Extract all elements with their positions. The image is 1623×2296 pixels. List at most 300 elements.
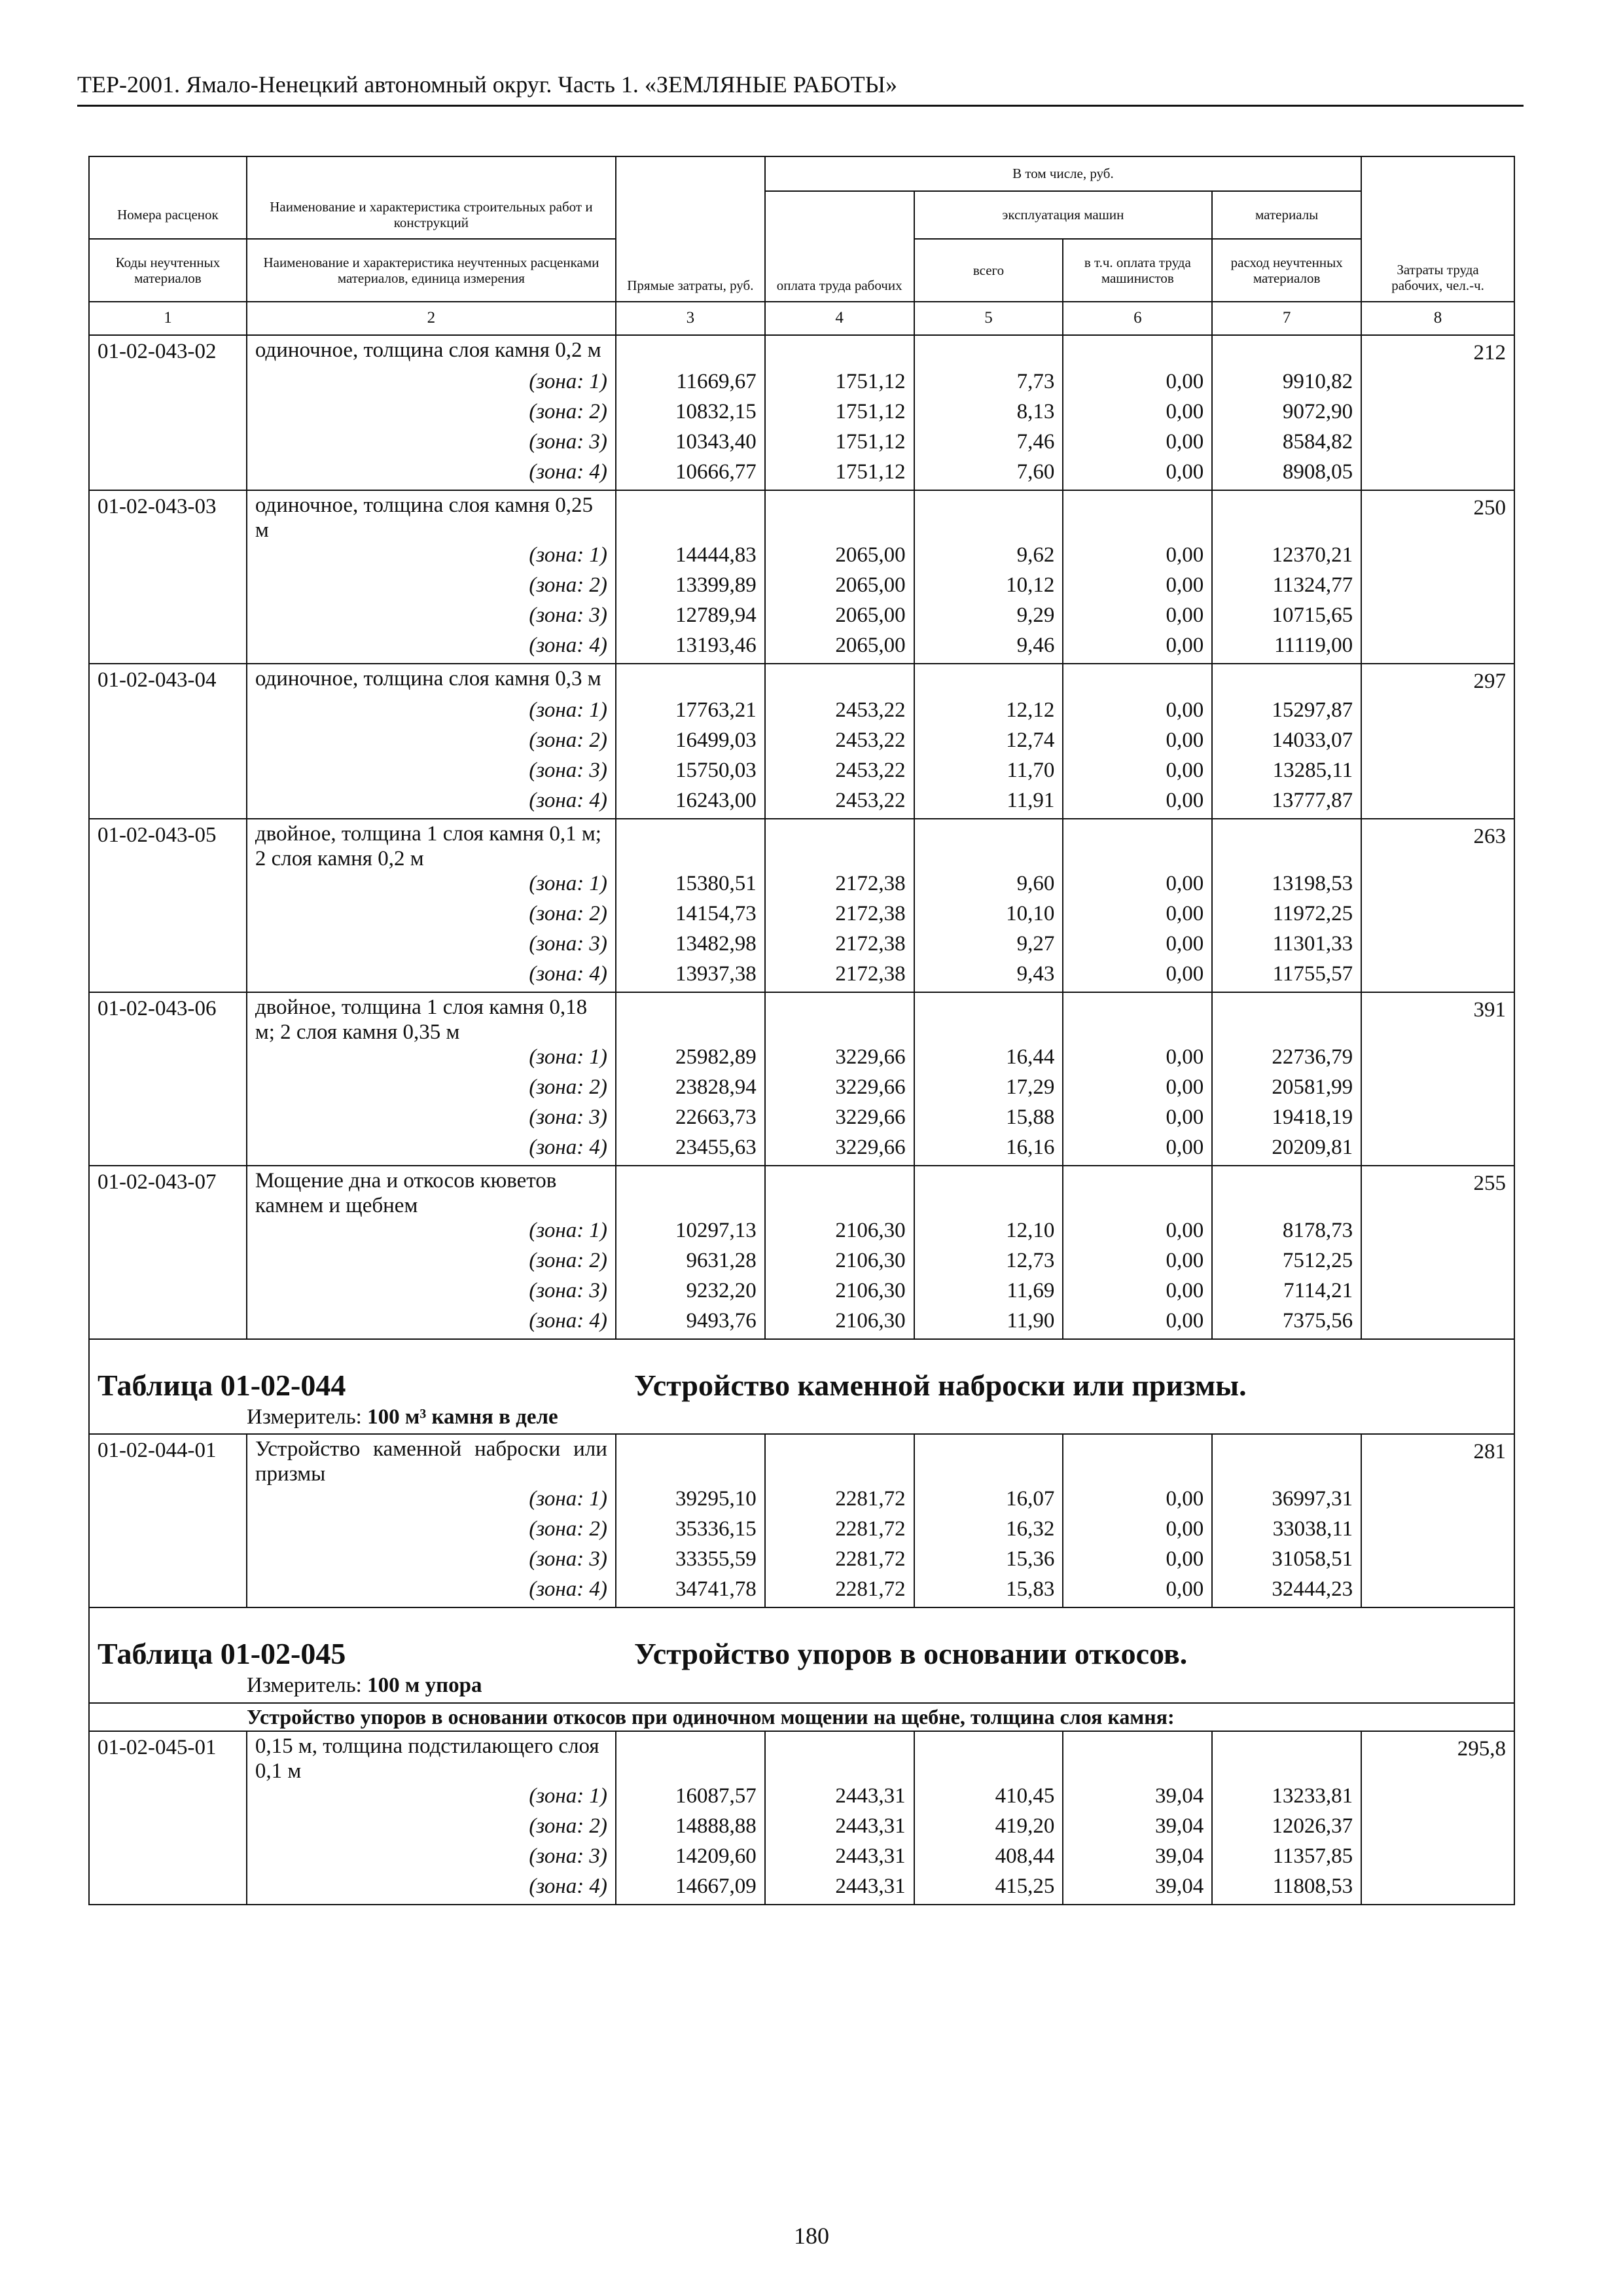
materials-cell: 22736,79 [1212, 1045, 1361, 1075]
rate-code: 01-02-043-02 [89, 335, 247, 490]
wages-cell: 2443,31 [765, 1844, 914, 1874]
zone-row [89, 902, 1514, 932]
zone-row [89, 543, 1514, 573]
direct-cost-cell: 13399,89 [616, 573, 765, 603]
rate-item-row [89, 335, 1514, 370]
machine-wages-cell: 0,00 [1063, 634, 1212, 664]
wages-cell: 2172,38 [765, 902, 914, 932]
empty-cell [1063, 992, 1212, 1045]
wages-cell: 2065,00 [765, 603, 914, 634]
table-045-title: Устройство упоров в основании откосов. [634, 1637, 1188, 1671]
rate-name: одиночное, толщина слоя камня 0,25 м [247, 490, 616, 543]
machine-wages-cell: 0,00 [1063, 1105, 1212, 1136]
direct-cost-cell: 35336,15 [616, 1517, 765, 1547]
wages-cell: 2172,38 [765, 872, 914, 902]
zone-label: (зона: 4) [247, 962, 616, 992]
zone-label: (зона: 3) [247, 932, 616, 962]
wages-cell: 2065,00 [765, 543, 914, 573]
zone-row [89, 1487, 1514, 1517]
materials-cell: 36997,31 [1212, 1487, 1361, 1517]
zone-row [89, 1219, 1514, 1249]
materials-cell: 31058,51 [1212, 1547, 1361, 1577]
machine-wages-cell: 0,00 [1063, 573, 1212, 603]
rate-code: 01-02-043-07 [89, 1166, 247, 1339]
machine-wages-cell: 0,00 [1063, 789, 1212, 819]
header-name-top: Наименование и характеристика строительных работ и конструкций [247, 191, 616, 239]
direct-cost-cell: 15750,03 [616, 759, 765, 789]
empty-cell [1063, 819, 1212, 872]
zone-row [89, 370, 1514, 400]
rate-item-row [89, 992, 1514, 1045]
column-number: 1 [89, 302, 247, 335]
rate-name: одиночное, толщина слоя камня 0,3 м [247, 664, 616, 698]
wages-cell: 2443,31 [765, 1874, 914, 1905]
zone-row [89, 400, 1514, 430]
empty-cell [616, 819, 765, 872]
wages-cell: 3229,66 [765, 1075, 914, 1105]
zone-label: (зона: 4) [247, 789, 616, 819]
zone-row [89, 1784, 1514, 1814]
zone-label: (зона: 3) [247, 1844, 616, 1874]
direct-cost-cell: 23455,63 [616, 1136, 765, 1166]
zone-label: (зона: 2) [247, 902, 616, 932]
empty-cell [914, 664, 1063, 698]
empty-cell [765, 1166, 914, 1219]
materials-cell: 13198,53 [1212, 872, 1361, 902]
zone-label: (зона: 2) [247, 1814, 616, 1844]
empty-cell [1212, 1166, 1361, 1219]
empty-cell [914, 819, 1063, 872]
machine-wages-cell: 39,04 [1063, 1874, 1212, 1905]
machine-wages-cell: 0,00 [1063, 1487, 1212, 1517]
labor-cost: 263 [1361, 819, 1514, 992]
table-045-body [89, 1731, 1514, 1905]
zone-row [89, 634, 1514, 664]
materials-cell: 13777,87 [1212, 789, 1361, 819]
materials-cell: 9072,90 [1212, 400, 1361, 430]
direct-cost-cell: 16499,03 [616, 728, 765, 759]
materials-cell: 8584,82 [1212, 430, 1361, 460]
machine-wages-cell: 39,04 [1063, 1814, 1212, 1844]
header-name-top-spacer [247, 156, 616, 191]
wages-cell: 2281,72 [765, 1517, 914, 1547]
labor-cost: 250 [1361, 490, 1514, 664]
empty-cell [1063, 1166, 1212, 1219]
wages-cell: 3229,66 [765, 1045, 914, 1075]
direct-cost-cell: 11669,67 [616, 370, 765, 400]
zone-row [89, 1577, 1514, 1607]
materials-cell: 15297,87 [1212, 698, 1361, 728]
machines-total-cell: 415,25 [914, 1874, 1063, 1905]
machines-total-cell: 7,46 [914, 430, 1063, 460]
page-number: 180 [794, 2223, 829, 2249]
materials-cell: 11972,25 [1212, 902, 1361, 932]
machines-total-cell: 11,70 [914, 759, 1063, 789]
materials-cell: 20209,81 [1212, 1136, 1361, 1166]
zone-row [89, 789, 1514, 819]
direct-cost-cell: 33355,59 [616, 1547, 765, 1577]
materials-cell: 12026,37 [1212, 1814, 1361, 1844]
labor-cost: 297 [1361, 664, 1514, 819]
machine-wages-cell: 0,00 [1063, 370, 1212, 400]
zone-row [89, 573, 1514, 603]
empty-cell [1212, 335, 1361, 370]
zone-label: (зона: 4) [247, 1309, 616, 1339]
meter-label: Измеритель: [247, 1405, 362, 1429]
table-045-heading [89, 1607, 1514, 1674]
materials-cell: 11808,53 [1212, 1874, 1361, 1905]
zone-label: (зона: 1) [247, 543, 616, 573]
header-materials: материалы [1212, 191, 1361, 239]
direct-cost-cell: 9232,20 [616, 1279, 765, 1309]
wages-cell: 2172,38 [765, 932, 914, 962]
table-044-title: Устройство каменной наброски или призмы. [634, 1368, 1247, 1402]
header-rule [77, 105, 1524, 107]
empty-cell [616, 1731, 765, 1784]
rate-code: 01-02-043-06 [89, 992, 247, 1166]
table-044-heading [89, 1339, 1514, 1405]
zone-row [89, 1814, 1514, 1844]
machine-wages-cell: 0,00 [1063, 1279, 1212, 1309]
rate-item-row [89, 1731, 1514, 1784]
machines-total-cell: 16,16 [914, 1136, 1063, 1166]
machines-total-cell: 17,29 [914, 1075, 1063, 1105]
table-045-meter [89, 1674, 1514, 1703]
direct-cost-cell: 25982,89 [616, 1045, 765, 1075]
rate-name: одиночное, толщина слоя камня 0,2 м [247, 335, 616, 370]
empty-cell [1212, 664, 1361, 698]
zone-row [89, 603, 1514, 634]
machines-total-cell: 408,44 [914, 1844, 1063, 1874]
column-number: 7 [1212, 302, 1361, 335]
machine-wages-cell: 0,00 [1063, 1045, 1212, 1075]
zone-row [89, 1874, 1514, 1905]
table-045-section-title: Устройство упоров в основании откосов при одиночном мощении на щебне, толщина слоя камня: [89, 1703, 1514, 1731]
machines-total-cell: 9,43 [914, 962, 1063, 992]
materials-cell: 33038,11 [1212, 1517, 1361, 1547]
machines-total-cell: 7,73 [914, 370, 1063, 400]
machine-wages-cell: 0,00 [1063, 1249, 1212, 1279]
header-materials-unaccounted: расход неучтенных материалов [1212, 239, 1361, 302]
table-045-id: Таблица 01-02-045 [98, 1637, 346, 1671]
zone-label: (зона: 3) [247, 603, 616, 634]
empty-cell [765, 490, 914, 543]
direct-cost-cell: 15380,51 [616, 872, 765, 902]
zone-label: (зона: 4) [247, 1577, 616, 1607]
materials-cell: 9910,82 [1212, 370, 1361, 400]
machine-wages-cell: 0,00 [1063, 1517, 1212, 1547]
table-044-body [89, 1434, 1514, 1607]
zone-row [89, 1136, 1514, 1166]
empty-cell [616, 335, 765, 370]
machine-wages-cell: 0,00 [1063, 872, 1212, 902]
wages-cell: 2281,72 [765, 1547, 914, 1577]
column-number: 2 [247, 302, 616, 335]
zone-label: (зона: 2) [247, 1517, 616, 1547]
meter-value: 100 м упора [367, 1674, 482, 1698]
empty-cell [914, 490, 1063, 543]
direct-cost-cell: 10297,13 [616, 1219, 765, 1249]
machine-wages-cell: 0,00 [1063, 902, 1212, 932]
machines-total-cell: 419,20 [914, 1814, 1063, 1844]
machines-total-cell: 12,10 [914, 1219, 1063, 1249]
machines-total-cell: 15,88 [914, 1105, 1063, 1136]
zone-label: (зона: 1) [247, 872, 616, 902]
direct-cost-cell: 10343,40 [616, 430, 765, 460]
empty-cell [616, 1166, 765, 1219]
machine-wages-cell: 0,00 [1063, 1309, 1212, 1339]
zone-label: (зона: 1) [247, 698, 616, 728]
header-name-bottom: Наименование и характеристика неучтенных расценками материалов, единица измерения [247, 239, 616, 302]
materials-cell: 11357,85 [1212, 1844, 1361, 1874]
direct-cost-cell: 22663,73 [616, 1105, 765, 1136]
wages-cell: 2453,22 [765, 698, 914, 728]
zone-label: (зона: 4) [247, 1874, 616, 1905]
rate-code: 01-02-043-04 [89, 664, 247, 819]
machines-total-cell: 9,46 [914, 634, 1063, 664]
column-number: 3 [616, 302, 765, 335]
machines-total-cell: 10,12 [914, 573, 1063, 603]
machines-total-cell: 16,32 [914, 1517, 1063, 1547]
column-number: 6 [1063, 302, 1212, 335]
zone-row [89, 1249, 1514, 1279]
zone-row [89, 698, 1514, 728]
zone-row [89, 1844, 1514, 1874]
labor-cost: 212 [1361, 335, 1514, 490]
empty-cell [1212, 1434, 1361, 1487]
empty-cell [765, 992, 914, 1045]
direct-cost-cell: 10832,15 [616, 400, 765, 430]
machines-total-cell: 16,44 [914, 1045, 1063, 1075]
zone-row [89, 1105, 1514, 1136]
zone-row [89, 1279, 1514, 1309]
zone-label: (зона: 4) [247, 1136, 616, 1166]
zone-label: (зона: 2) [247, 400, 616, 430]
direct-cost-cell: 9631,28 [616, 1249, 765, 1279]
machine-wages-cell: 0,00 [1063, 962, 1212, 992]
machine-wages-cell: 0,00 [1063, 400, 1212, 430]
empty-cell [1063, 664, 1212, 698]
empty-cell [914, 335, 1063, 370]
direct-cost-cell: 14667,09 [616, 1874, 765, 1905]
labor-cost: 295,8 [1361, 1731, 1514, 1905]
zone-row [89, 1517, 1514, 1547]
header-group: В том числе, руб. [765, 156, 1361, 191]
table-044-meter [89, 1405, 1514, 1435]
zone-label: (зона: 1) [247, 1045, 616, 1075]
machines-total-cell: 16,07 [914, 1487, 1063, 1517]
zone-label: (зона: 3) [247, 759, 616, 789]
materials-cell: 11324,77 [1212, 573, 1361, 603]
rate-name: 0,15 м, толщина подстилающего слоя 0,1 м [247, 1731, 616, 1784]
rate-name: двойное, толщина 1 слоя камня 0,1 м; 2 слоя камня 0,2 м [247, 819, 616, 872]
materials-cell: 7375,56 [1212, 1309, 1361, 1339]
zone-label: (зона: 4) [247, 460, 616, 490]
empty-cell [1212, 819, 1361, 872]
table-044-caption [89, 1339, 1514, 1435]
labor-cost: 255 [1361, 1166, 1514, 1339]
machine-wages-cell: 0,00 [1063, 932, 1212, 962]
table-header [89, 156, 1514, 335]
empty-cell [765, 1731, 914, 1784]
wages-cell: 2106,30 [765, 1279, 914, 1309]
zone-label: (зона: 3) [247, 430, 616, 460]
empty-cell [914, 1731, 1063, 1784]
direct-cost-cell: 12789,94 [616, 603, 765, 634]
empty-cell [1212, 490, 1361, 543]
table-044-id: Таблица 01-02-044 [98, 1368, 346, 1402]
empty-cell [914, 1434, 1063, 1487]
rate-code: 01-02-043-05 [89, 819, 247, 992]
materials-cell: 12370,21 [1212, 543, 1361, 573]
machines-total-cell: 12,12 [914, 698, 1063, 728]
direct-cost-cell: 13193,46 [616, 634, 765, 664]
machines-total-cell: 9,29 [914, 603, 1063, 634]
direct-cost-cell: 16243,00 [616, 789, 765, 819]
empty-cell [1063, 1434, 1212, 1487]
zone-label: (зона: 3) [247, 1105, 616, 1136]
direct-cost-cell: 39295,10 [616, 1487, 765, 1517]
machine-wages-cell: 39,04 [1063, 1844, 1212, 1874]
wages-cell: 1751,12 [765, 400, 914, 430]
empty-cell [914, 1166, 1063, 1219]
materials-cell: 19418,19 [1212, 1105, 1361, 1136]
materials-cell: 13285,11 [1212, 759, 1361, 789]
header-wages: оплата труда рабочих [765, 191, 914, 302]
header-machines-total: всего [914, 239, 1063, 302]
empty-cell [765, 1434, 914, 1487]
machine-wages-cell: 0,00 [1063, 430, 1212, 460]
rate-item-row [89, 490, 1514, 543]
rate-item-row [89, 664, 1514, 698]
zone-row [89, 759, 1514, 789]
machines-total-cell: 12,74 [914, 728, 1063, 759]
wages-cell: 2106,30 [765, 1219, 914, 1249]
machine-wages-cell: 0,00 [1063, 1075, 1212, 1105]
zone-label: (зона: 2) [247, 1249, 616, 1279]
rates-table [88, 156, 1515, 1905]
zone-row [89, 1309, 1514, 1339]
materials-cell: 10715,65 [1212, 603, 1361, 634]
machine-wages-cell: 0,00 [1063, 460, 1212, 490]
rate-code: 01-02-044-01 [89, 1434, 247, 1607]
materials-cell: 11755,57 [1212, 962, 1361, 992]
header-code-bottom: Коды неучтенных материалов [89, 239, 247, 302]
rate-item-row [89, 819, 1514, 872]
machines-total-cell: 12,73 [914, 1249, 1063, 1279]
materials-cell: 7512,25 [1212, 1249, 1361, 1279]
labor-cost: 391 [1361, 992, 1514, 1166]
meter-value: 100 м³ камня в деле [367, 1405, 558, 1429]
direct-cost-cell: 14444,83 [616, 543, 765, 573]
empty-cell [616, 992, 765, 1045]
zone-row [89, 430, 1514, 460]
machine-wages-cell: 0,00 [1063, 759, 1212, 789]
machines-total-cell: 11,69 [914, 1279, 1063, 1309]
materials-cell: 13233,81 [1212, 1784, 1361, 1814]
machine-wages-cell: 0,00 [1063, 698, 1212, 728]
rate-name: Устройство каменной наброски или призмы [247, 1434, 616, 1487]
column-number: 5 [914, 302, 1063, 335]
rate-name: Мощение дна и откосов кюветов камнем и щебнем [247, 1166, 616, 1219]
machines-total-cell: 15,36 [914, 1547, 1063, 1577]
empty-cell [1212, 992, 1361, 1045]
direct-cost-cell: 13482,98 [616, 932, 765, 962]
machine-wages-cell: 0,00 [1063, 1219, 1212, 1249]
wages-cell: 1751,12 [765, 430, 914, 460]
wages-cell: 2281,72 [765, 1577, 914, 1607]
empty-cell [616, 490, 765, 543]
machine-wages-cell: 0,00 [1063, 728, 1212, 759]
materials-cell: 20581,99 [1212, 1075, 1361, 1105]
wages-cell: 2106,30 [765, 1249, 914, 1279]
zone-label: (зона: 1) [247, 1487, 616, 1517]
machine-wages-cell: 0,00 [1063, 543, 1212, 573]
page-header: ТЕР-2001. Ямало-Ненецкий автономный округ. Часть 1. «ЗЕМЛЯНЫЕ РАБОТЫ» [77, 71, 898, 98]
materials-cell: 32444,23 [1212, 1577, 1361, 1607]
zone-row [89, 1075, 1514, 1105]
wages-cell: 1751,12 [765, 460, 914, 490]
machines-total-cell: 7,60 [914, 460, 1063, 490]
zone-row [89, 1547, 1514, 1577]
empty-cell [616, 1434, 765, 1487]
rate-item-row [89, 1166, 1514, 1219]
header-code-top: Номера расценок [89, 191, 247, 239]
column-number: 8 [1361, 302, 1514, 335]
zone-row [89, 460, 1514, 490]
direct-cost-cell: 14154,73 [616, 902, 765, 932]
direct-cost-cell: 10666,77 [616, 460, 765, 490]
wages-cell: 3229,66 [765, 1136, 914, 1166]
empty-cell [765, 335, 914, 370]
empty-cell [1063, 1731, 1212, 1784]
zone-row [89, 1045, 1514, 1075]
machine-wages-cell: 0,00 [1063, 603, 1212, 634]
zone-label: (зона: 3) [247, 1547, 616, 1577]
direct-cost-cell: 17763,21 [616, 698, 765, 728]
wages-cell: 2065,00 [765, 634, 914, 664]
rate-code: 01-02-043-03 [89, 490, 247, 664]
header-machines: эксплуатация машин [914, 191, 1213, 239]
zone-label: (зона: 3) [247, 1279, 616, 1309]
materials-cell: 8178,73 [1212, 1219, 1361, 1249]
zone-label: (зона: 2) [247, 1075, 616, 1105]
zone-row [89, 962, 1514, 992]
wages-cell: 2281,72 [765, 1487, 914, 1517]
rate-item-row [89, 1434, 1514, 1487]
machines-total-cell: 11,90 [914, 1309, 1063, 1339]
rate-name: двойное, толщина 1 слоя камня 0,18 м; 2 слоя камня 0,35 м [247, 992, 616, 1045]
empty-cell [1212, 1731, 1361, 1784]
zone-label: (зона: 2) [247, 728, 616, 759]
zone-row [89, 728, 1514, 759]
empty-cell [765, 664, 914, 698]
wages-cell: 2065,00 [765, 573, 914, 603]
direct-cost-cell: 16087,57 [616, 1784, 765, 1814]
machine-wages-cell: 0,00 [1063, 1136, 1212, 1166]
table-045-caption [89, 1607, 1514, 1731]
header-labor: Затраты труда рабочих, чел.-ч. [1361, 156, 1514, 302]
empty-cell [914, 992, 1063, 1045]
machines-total-cell: 9,27 [914, 932, 1063, 962]
machine-wages-cell: 0,00 [1063, 1547, 1212, 1577]
empty-cell [1063, 335, 1212, 370]
direct-cost-cell: 14888,88 [616, 1814, 765, 1844]
zone-row [89, 932, 1514, 962]
zone-label: (зона: 4) [247, 634, 616, 664]
materials-cell: 11119,00 [1212, 634, 1361, 664]
machines-total-cell: 9,60 [914, 872, 1063, 902]
